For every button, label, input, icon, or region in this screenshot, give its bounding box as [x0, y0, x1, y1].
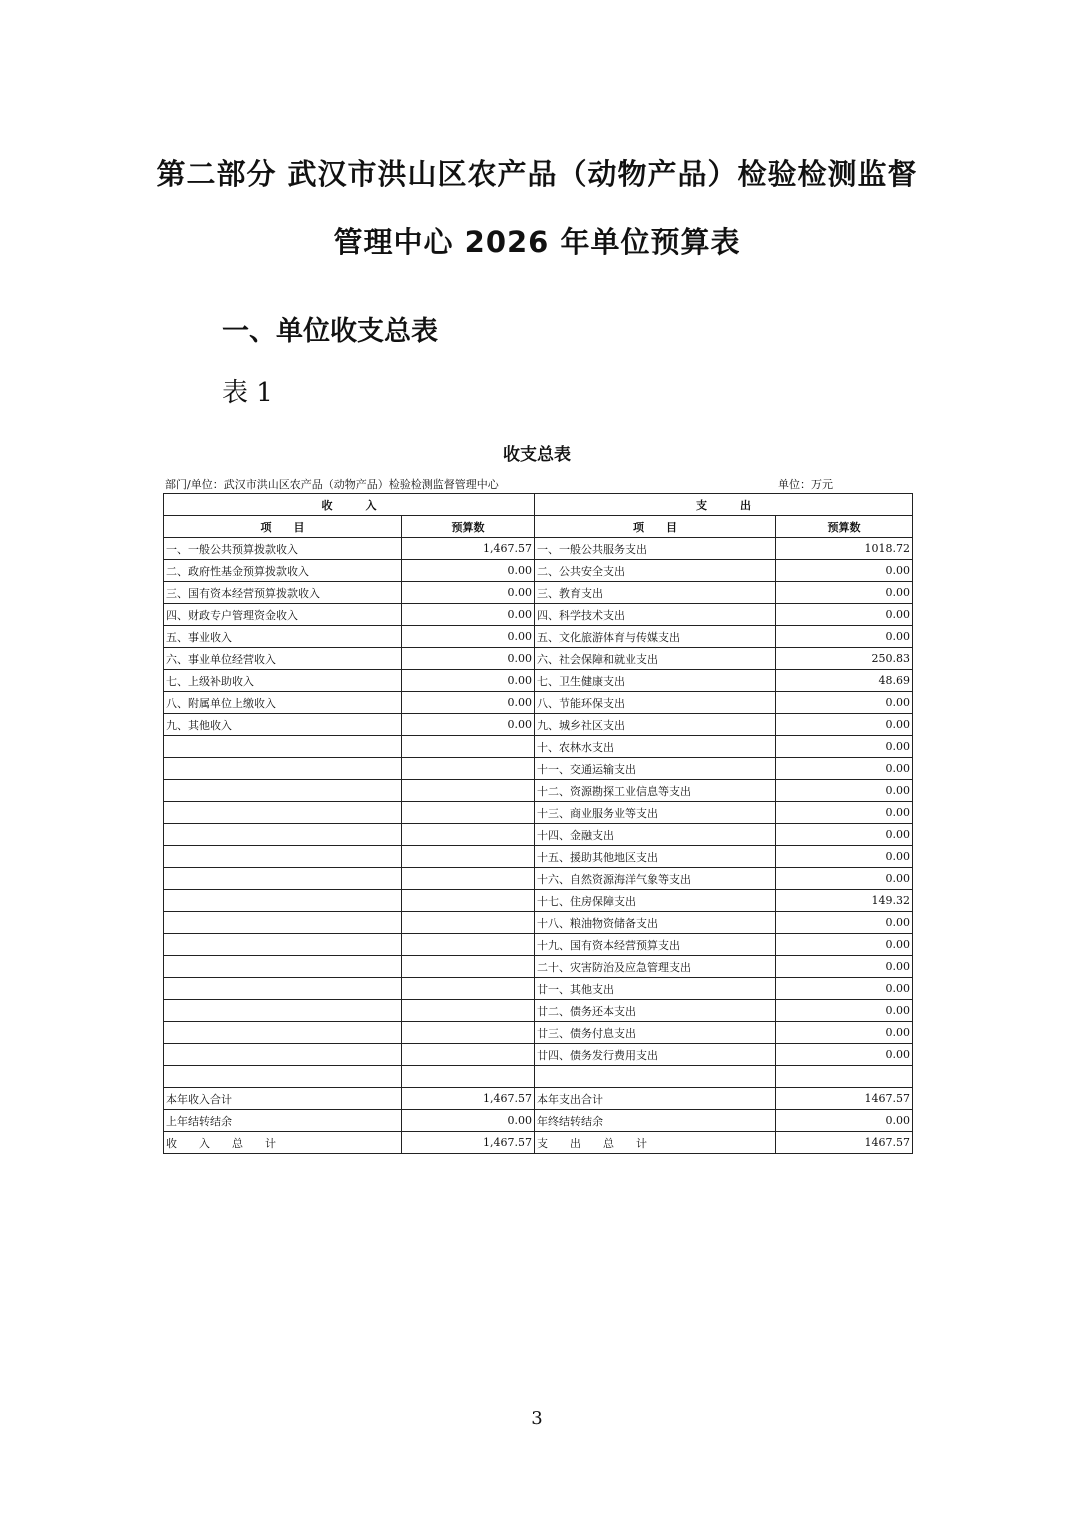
expense-amount-cell: 0.00 — [776, 802, 913, 824]
expense-amount-cell: 0.00 — [776, 956, 913, 978]
income-amount-cell — [402, 846, 535, 868]
income-item-cell — [164, 802, 402, 824]
expense-item-cell: 年终结转结余 — [535, 1110, 776, 1132]
income-amount-cell — [402, 956, 535, 978]
expense-item-cell: 廿四、债务发行费用支出 — [535, 1044, 776, 1066]
table-row — [164, 956, 913, 978]
income-item-cell: 六、事业单位经营收入 — [164, 648, 402, 670]
expense-amount-cell: 0.00 — [776, 780, 913, 802]
income-amount-cell — [402, 934, 535, 956]
expense-item-header: 项 目 — [535, 516, 776, 538]
expense-amount-cell: 0.00 — [776, 1000, 913, 1022]
income-amount-cell — [402, 758, 535, 780]
income-amount-cell — [402, 978, 535, 1000]
income-item-cell: 九、其他收入 — [164, 714, 402, 736]
expense-item-cell: 五、文化旅游体育与传媒支出 — [535, 626, 776, 648]
income-amount-cell — [402, 1022, 535, 1044]
expense-amount-cell: 1467.57 — [776, 1132, 913, 1154]
expense-amount-cell: 0.00 — [776, 692, 913, 714]
table-row — [164, 604, 913, 626]
table-row — [164, 1066, 913, 1088]
income-item-cell: 收 入 总 计 — [164, 1132, 402, 1154]
income-amount-cell: 1,467.57 — [402, 1132, 535, 1154]
income-header: 收 入 — [164, 494, 535, 516]
income-item-cell — [164, 934, 402, 956]
expense-amount-cell: 0.00 — [776, 1022, 913, 1044]
expense-item-cell: 十五、援助其他地区支出 — [535, 846, 776, 868]
expense-item-cell: 廿一、其他支出 — [535, 978, 776, 1000]
expense-amount-cell: 1018.72 — [776, 538, 913, 560]
table-row — [164, 1088, 913, 1110]
table-row — [164, 912, 913, 934]
table-row — [164, 846, 913, 868]
expense-amount-cell: 0.00 — [776, 714, 913, 736]
expense-item-cell: 一、一般公共服务支出 — [535, 538, 776, 560]
income-item-cell — [164, 890, 402, 912]
income-amount-cell: 0.00 — [402, 582, 535, 604]
income-amount-cell — [402, 1044, 535, 1066]
table-row — [164, 780, 913, 802]
income-amount-cell: 0.00 — [402, 604, 535, 626]
expense-item-cell: 二、公共安全支出 — [535, 560, 776, 582]
income-item-header: 项 目 — [164, 516, 402, 538]
table-row — [164, 934, 913, 956]
income-item-cell: 三、国有资本经营预算拨款收入 — [164, 582, 402, 604]
income-amount-cell: 0.00 — [402, 670, 535, 692]
expense-amount-cell: 0.00 — [776, 626, 913, 648]
income-item-cell — [164, 978, 402, 1000]
expense-amount-cell: 48.69 — [776, 670, 913, 692]
income-amount-cell — [402, 1000, 535, 1022]
expense-amount-cell: 0.00 — [776, 824, 913, 846]
income-item-cell — [164, 956, 402, 978]
table-row — [164, 1110, 913, 1132]
income-item-cell: 一、一般公共预算拨款收入 — [164, 538, 402, 560]
expense-item-cell: 本年支出合计 — [535, 1088, 776, 1110]
expense-item-cell: 十四、金融支出 — [535, 824, 776, 846]
document-title-line-2: 管理中心 2026 年单位预算表 — [333, 225, 741, 259]
income-amount-cell — [402, 780, 535, 802]
income-amount-cell — [402, 1066, 535, 1088]
income-item-cell — [164, 1044, 402, 1066]
income-amount-cell: 0.00 — [402, 692, 535, 714]
income-item-cell — [164, 1022, 402, 1044]
table-row — [164, 1044, 913, 1066]
expense-amount-cell: 0.00 — [776, 582, 913, 604]
table-row — [164, 736, 913, 758]
expense-item-cell: 十一、交通运输支出 — [535, 758, 776, 780]
income-amount-cell — [402, 868, 535, 890]
expense-item-cell: 二十、灾害防治及应急管理支出 — [535, 956, 776, 978]
document-title-line-1: 第二部分 武汉市洪山区农产品（动物产品）检验检测监督 — [156, 157, 918, 191]
income-amount-cell — [402, 824, 535, 846]
income-item-cell: 上年结转结余 — [164, 1110, 402, 1132]
income-item-cell — [164, 846, 402, 868]
page-number: 3 — [531, 1408, 543, 1429]
income-amount-cell: 0.00 — [402, 626, 535, 648]
income-item-cell — [164, 1066, 402, 1088]
expense-item-cell: 十七、住房保障支出 — [535, 890, 776, 912]
income-amount-cell — [402, 736, 535, 758]
income-amount-cell: 0.00 — [402, 1110, 535, 1132]
expense-item-cell — [535, 1066, 776, 1088]
expense-item-cell: 支 出 总 计 — [535, 1132, 776, 1154]
income-item-cell: 本年收入合计 — [164, 1088, 402, 1110]
expense-item-cell: 十八、粮油物资储备支出 — [535, 912, 776, 934]
department-label: 部门/单位：武汉市洪山区农产品（动物产品）检验检测监督管理中心 — [165, 478, 499, 491]
expense-item-cell: 十九、国有资本经营预算支出 — [535, 934, 776, 956]
table-row — [164, 978, 913, 1000]
expense-amount-cell: 0.00 — [776, 934, 913, 956]
table-row — [164, 1000, 913, 1022]
expense-amount-cell: 250.83 — [776, 648, 913, 670]
table-row — [164, 868, 913, 890]
section-heading: 一、单位收支总表 — [222, 316, 438, 347]
expense-item-cell: 六、社会保障和就业支出 — [535, 648, 776, 670]
income-amount-cell: 0.00 — [402, 648, 535, 670]
income-amount-cell: 0.00 — [402, 714, 535, 736]
income-amount-header: 预算数 — [402, 516, 535, 538]
expense-amount-cell: 0.00 — [776, 1110, 913, 1132]
table-row — [164, 582, 913, 604]
income-item-cell: 二、政府性基金预算拨款收入 — [164, 560, 402, 582]
expense-amount-cell — [776, 1066, 913, 1088]
unit-label: 单位：万元 — [778, 478, 833, 491]
table-body — [164, 494, 913, 1154]
expense-amount-cell: 0.00 — [776, 912, 913, 934]
expense-item-cell: 十、农林水支出 — [535, 736, 776, 758]
table-row — [164, 824, 913, 846]
expense-item-cell: 十三、商业服务业等支出 — [535, 802, 776, 824]
income-item-cell — [164, 758, 402, 780]
header-row-columns — [164, 516, 913, 538]
expense-item-cell: 十六、自然资源海洋气象等支出 — [535, 868, 776, 890]
table-row — [164, 560, 913, 582]
expense-header: 支 出 — [535, 494, 913, 516]
budget-summary-table — [163, 493, 913, 1154]
table-row — [164, 1022, 913, 1044]
expense-item-cell: 七、卫生健康支出 — [535, 670, 776, 692]
table-row — [164, 538, 913, 560]
expense-item-cell: 四、科学技术支出 — [535, 604, 776, 626]
expense-item-cell: 廿三、债务付息支出 — [535, 1022, 776, 1044]
table-row — [164, 1132, 913, 1154]
expense-amount-cell: 0.00 — [776, 604, 913, 626]
expense-item-cell: 八、节能环保支出 — [535, 692, 776, 714]
expense-amount-header: 预算数 — [776, 516, 913, 538]
income-amount-cell — [402, 890, 535, 912]
expense-item-cell: 九、城乡社区支出 — [535, 714, 776, 736]
table-row — [164, 648, 913, 670]
expense-amount-cell: 0.00 — [776, 736, 913, 758]
income-item-cell: 八、附属单位上缴收入 — [164, 692, 402, 714]
table-row — [164, 626, 913, 648]
header-row-sections — [164, 494, 913, 516]
table-row — [164, 670, 913, 692]
expense-amount-cell: 0.00 — [776, 758, 913, 780]
expense-item-cell: 廿二、债务还本支出 — [535, 1000, 776, 1022]
income-item-cell — [164, 868, 402, 890]
table-number: 表 1 — [222, 378, 273, 408]
expense-item-cell: 三、教育支出 — [535, 582, 776, 604]
expense-amount-cell: 0.00 — [776, 1044, 913, 1066]
table-row — [164, 758, 913, 780]
expense-amount-cell: 0.00 — [776, 846, 913, 868]
income-item-cell: 七、上级补助收入 — [164, 670, 402, 692]
expense-amount-cell: 1467.57 — [776, 1088, 913, 1110]
table-row — [164, 802, 913, 824]
income-item-cell — [164, 912, 402, 934]
income-amount-cell — [402, 802, 535, 824]
table-row — [164, 890, 913, 912]
income-item-cell: 五、事业收入 — [164, 626, 402, 648]
income-item-cell — [164, 1000, 402, 1022]
expense-amount-cell: 0.00 — [776, 868, 913, 890]
income-amount-cell: 1,467.57 — [402, 538, 535, 560]
income-item-cell — [164, 780, 402, 802]
income-amount-cell: 1,467.57 — [402, 1088, 535, 1110]
income-amount-cell — [402, 912, 535, 934]
income-item-cell — [164, 824, 402, 846]
income-item-cell: 四、财政专户管理资金收入 — [164, 604, 402, 626]
expense-amount-cell: 149.32 — [776, 890, 913, 912]
expense-amount-cell: 0.00 — [776, 978, 913, 1000]
table-row — [164, 692, 913, 714]
table-title: 收支总表 — [503, 445, 571, 465]
expense-amount-cell: 0.00 — [776, 560, 913, 582]
table-row — [164, 714, 913, 736]
income-item-cell — [164, 736, 402, 758]
income-amount-cell: 0.00 — [402, 560, 535, 582]
expense-item-cell: 十二、资源勘探工业信息等支出 — [535, 780, 776, 802]
